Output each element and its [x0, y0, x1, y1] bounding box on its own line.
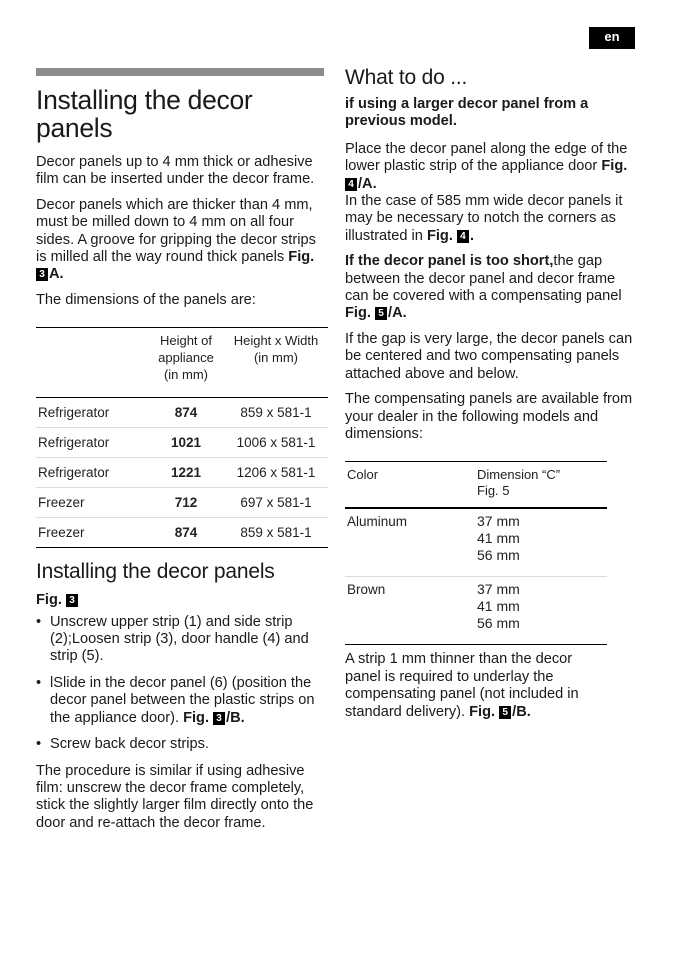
table-header-cell: Color — [347, 467, 379, 483]
intro-paragraph: Decor panels up to 4 mm thick or adhesive film can be inserted under the decor frame. — [36, 154, 315, 188]
table-header-cell: Height x Width (in mm) — [233, 333, 319, 366]
too-short-paragraph: If the decor panel is too short,the gap between the decor panel and decor frame can be covered with a compensating panel Fig. 5 /A. — [345, 253, 622, 322]
panel-color: Aluminum — [345, 508, 475, 577]
fig-reference: Fig. 3 — [36, 592, 328, 609]
panel-color: Brown — [345, 577, 475, 645]
panel-dimensions: 37 mm 41 mm 56 mm — [475, 577, 607, 645]
language-badge: en — [589, 27, 635, 49]
appliance-type: Refrigerator — [36, 458, 148, 488]
panel-size: 859 x 581-1 — [224, 518, 328, 548]
table-row — [345, 577, 607, 645]
panel-size: 859 x 581-1 — [224, 398, 328, 428]
what-to-do-subtitle: if using a larger decor panel from a previous model. — [345, 96, 589, 130]
fig-reference: Fig. 4 . — [426, 227, 475, 244]
table-row — [36, 488, 328, 518]
table-row — [36, 428, 328, 458]
placement-paragraph: Place the decor panel along the edge of the lower plastic strip of the appliance door Fig. 4 /A. In the case of 585 mm wide decor panels it may be necessary to notch the corners as illustrated in Fig. 4 . — [345, 140, 628, 244]
table-header-row — [345, 462, 607, 509]
table-row — [36, 458, 328, 488]
panel-size: 1206 x 581-1 — [224, 458, 328, 488]
table-header-cell: Dimension “C” Fig. 5 — [477, 467, 561, 499]
page-title: Installing the decor panels — [36, 85, 253, 143]
list-item: • Screw back decor strips. — [36, 736, 328, 753]
figure-number-badge: 3 — [66, 594, 78, 607]
table-row — [36, 518, 328, 548]
panel-size: 697 x 581-1 — [224, 488, 328, 518]
fig-reference: Fig. 5 /A. — [345, 305, 407, 322]
appliance-type: Freezer — [36, 518, 148, 548]
section-title: Installing the decor panels — [36, 560, 275, 584]
figure-number-badge: 4 — [345, 178, 357, 191]
right-column — [345, 66, 637, 729]
table-row — [345, 508, 607, 577]
compensating-panels-table — [345, 461, 607, 645]
appliance-height: 712 — [148, 488, 224, 518]
dimensions-intro: The dimensions of the panels are: — [36, 291, 256, 308]
appliance-type: Freezer — [36, 488, 148, 518]
figure-number-badge: 5 — [499, 706, 511, 719]
panel-size: 1006 x 581-1 — [224, 428, 328, 458]
thickness-text: Decor panels which are thicker than 4 mm, must be milled down to 4 mm on all four sides. A groove for gripping the decor strips is milled all the way round thick panels — [36, 196, 316, 266]
figure-number-badge: 3 — [213, 712, 225, 725]
availability-paragraph: The compensating panels are available from your dealer in the following models and dimensions: — [345, 391, 633, 442]
adhesive-film-paragraph: The procedure is similar if using adhesive film: unscrew the decor frame completely, stick the slightly larger film directly onto the door and re-attach the decor frame. — [36, 762, 314, 831]
fig-reference: Fig. 4 /A. — [345, 158, 627, 191]
appliance-type: Refrigerator — [36, 428, 148, 458]
appliance-height: 874 — [148, 518, 224, 548]
appliance-type: Refrigerator — [36, 398, 148, 428]
section-rule — [36, 68, 324, 76]
appliance-height: 1221 — [148, 458, 224, 488]
list-item: • Unscrew upper strip (1) and side strip (2);Loosen strip (3), door handle (4) and strip (5). — [36, 614, 328, 666]
table-header-row — [36, 328, 328, 398]
large-gap-paragraph: If the gap is very large, the decor panels can be centered and two compensating panels attached above and below. — [345, 330, 633, 382]
figure-number-badge: 4 — [457, 230, 469, 243]
appliance-height: 1021 — [148, 428, 224, 458]
fig-reference: Fig. 3 /B. — [183, 709, 245, 726]
instruction-list — [36, 614, 328, 754]
panel-dimensions: 37 mm 41 mm 56 mm — [475, 508, 607, 577]
list-item: • lSlide in the decor panel (6) (position the decor panel between the plastic strips on the appliance door). Fig. 3 /B. — [36, 675, 328, 727]
appliance-height: 874 — [148, 398, 224, 428]
fig-reference: Fig. 3 A. — [36, 249, 314, 282]
thickness-paragraph — [36, 197, 328, 284]
panel-dimensions-table — [36, 327, 328, 548]
table-row — [36, 398, 328, 428]
figure-number-badge: 5 — [375, 307, 387, 320]
what-to-do-title: What to do ... — [345, 66, 468, 89]
underlay-paragraph: A strip 1 mm thinner than the decor panel is required to underlay the compensating panel (not included in standard delivery). Fig. 5 /B. — [345, 651, 579, 720]
figure-number-badge: 3 — [36, 268, 48, 281]
fig-reference: Fig. 5 /B. — [469, 703, 531, 720]
table-header-cell: Height of appliance (in mm) — [158, 333, 214, 383]
left-column — [36, 68, 328, 840]
table-header-cell — [36, 328, 148, 398]
